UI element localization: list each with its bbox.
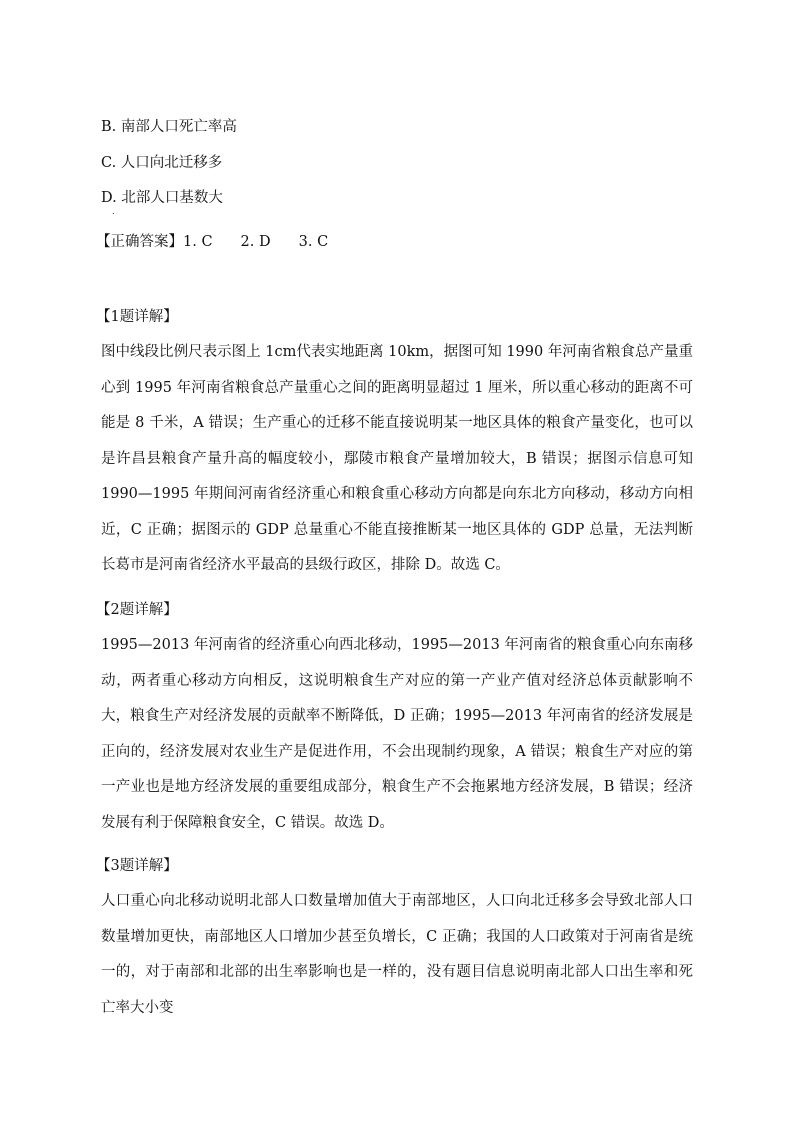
option-b: B. 南部人口死亡率高 — [101, 119, 237, 135]
section-3-text: 人口重心向北移动说明北部人口数量增加值大于南部地区，人口向北迁移多会导致北部人口数量增加更快，南部地区人口增加少甚至负增长，C 正确；我国的人口政策对于河南省是统一的，对于南部和北部的出生率影响也是一样的，没有题目信息说明南北部人口出生率和死亡率大小变 — [101, 893, 693, 1016]
section-2-text: 1995—2013 年河南省的经济重心向西北移动，1995—2013 年河南省的粮食重心向东南移动，两者重心移动方向相反，这说明粮食生产对应的第一产业产值对经济总体贡献影响不大，粮食生产对经济发展的贡献率不断降低，D 正确；1995—2013 年河南省的经济发展是正向的，经济发展对农业生产是促进作用，不会出现制约现象，A 错误；粮食生产对应的第一产业也是地方经济发展的重要组成部分，粮食生产不会拖累地方经济发展，B 错误；经济发展有利于保障粮食安全，C 错误。故选 D。 — [101, 637, 693, 831]
option-c: C. 人口向北迁移多 — [101, 155, 223, 171]
section-1-title: 【1题详解】 — [96, 309, 178, 325]
stray-dot: . — [112, 207, 115, 216]
answer-2: 2. D — [240, 234, 271, 250]
answer-1: 1. C — [183, 234, 213, 250]
section-2-title: 【2题详解】 — [96, 602, 178, 618]
answer-3: 3. C — [298, 234, 329, 250]
answer-label: 【正确答案】 — [96, 234, 183, 250]
option-d: D. 北部人口基数大 — [101, 190, 223, 206]
section-3-title: 【3题详解】 — [96, 858, 178, 874]
section-1-text: 图中线段比例尺表示图上 1cm代表实地距离 10km，据图可知 1990 年河南省粮食总产量重心到 1995 年河南省粮食总产量重心之间的距离明显超过 1 厘米，所以重心移动的距离不可能是 8 千米，A 错误；生产重心的迁移不能直接说明某一地区具体的粮食产量变化，也可以是许昌县粮食产量升高的幅度较小，鄢陵市粮食产量增加较大，B 错误；据图示信息可知 1990—1995 年期间河南省经济重心和粮食重心移动方向都是向东北方向移动，移动方向相近，C 正确；据图示的 GDP 总量重心不能直接推断某一地区具体的 GDP 总量，无法判断长葛市是河南省经济水平最高的县级行政区，排除 D。故选 C。 — [101, 344, 693, 573]
answer-line — [96, 232, 328, 252]
